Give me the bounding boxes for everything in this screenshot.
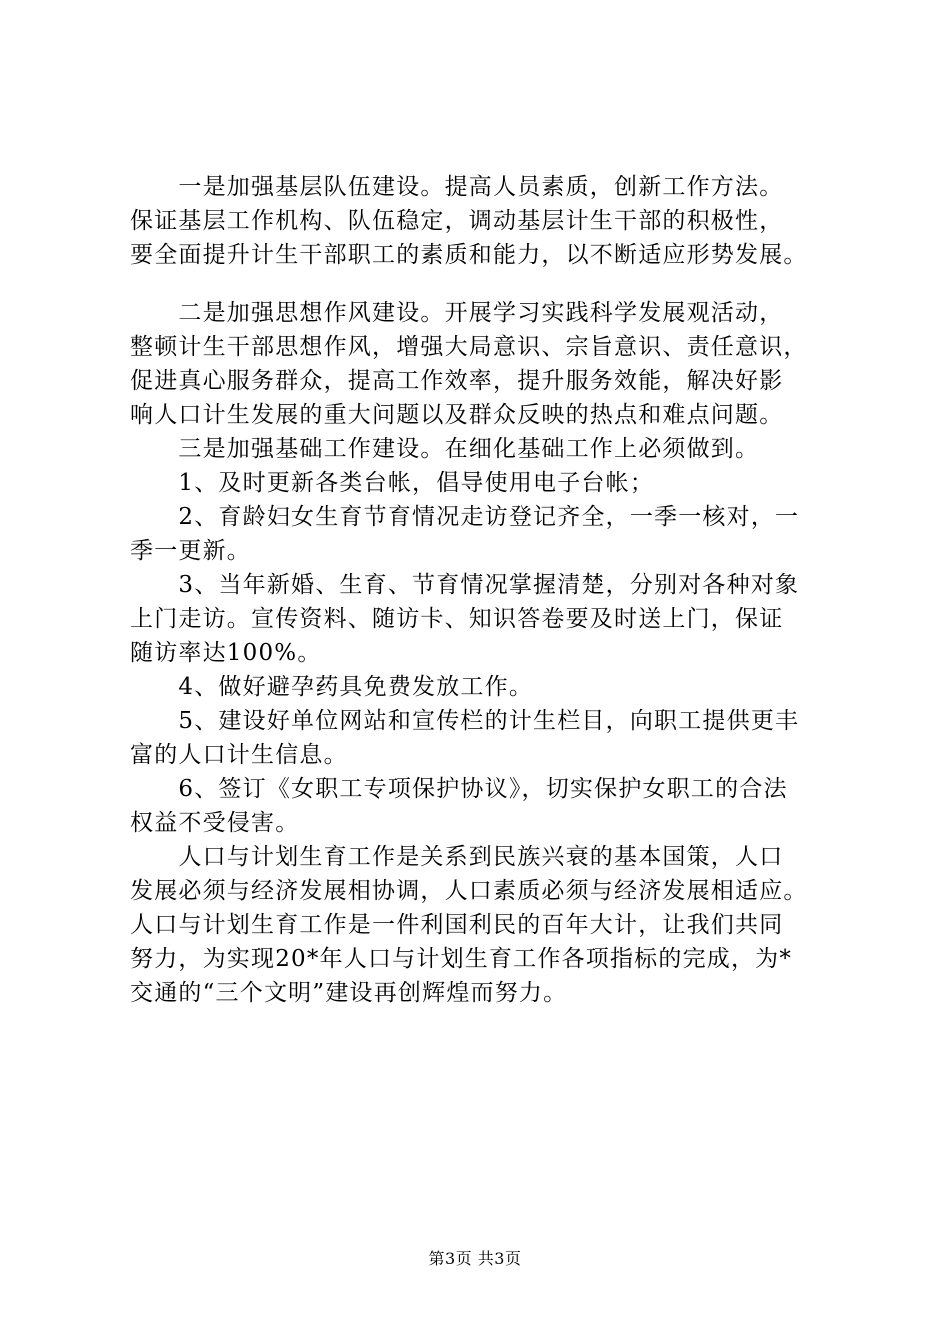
list-item: 1、及时更新各类台帐，倡导使用电子台帐；	[130, 470, 655, 496]
text-line: 整顿计生干部思想作风，增强大局意识、宗旨意识、责任意识，	[130, 334, 808, 360]
list-item: 4、做好避孕药具免费发放工作。	[130, 674, 534, 700]
text-line: 随访率达100%。	[130, 640, 322, 666]
text-line: 一是加强基层队伍建设。提高人员素质，创新工作方法。	[130, 174, 784, 200]
text-line: 上门走访。宣传资料、随访卡、知识答卷要及时送上门，保证	[130, 606, 784, 632]
text-line: 发展必须与经济发展相协调，人口素质必须与经济发展相适应。	[130, 878, 808, 904]
text-line: 保证基层工作机构、队伍稳定，调动基层计生干部的积极性，	[130, 208, 784, 234]
text-line: 努力，为实现20*年人口与计划生育工作各项指标的完成，为*	[130, 946, 793, 972]
text-line: 交通的“三个文明”建设再创辉煌而努力。	[130, 980, 568, 1006]
text-line: 富的人口计生信息。	[130, 742, 348, 768]
page-number-footer: 第3页 共3页	[428, 1249, 522, 1268]
text-line: 响人口计生发展的重大问题以及群众反映的热点和难点问题。	[130, 402, 784, 428]
text-line: 二是加强思想作风建设。开展学习实践科学发展观活动，	[130, 300, 784, 326]
text-line: 要全面提升计生干部职工的素质和能力，以不断适应形势发展。	[130, 242, 808, 268]
text-line: 三是加强基础工作建设。在细化基础工作上必须做到。	[130, 436, 760, 462]
list-item: 2、育龄妇女生育节育情况走访登记齐全，一季一核对，一	[130, 504, 800, 530]
list-item: 3、当年新婚、生育、节育情况掌握清楚，分别对各种对象	[130, 572, 800, 598]
text-line: 权益不受侵害。	[130, 810, 300, 836]
list-item: 5、建设好单位网站和宣传栏的计生栏目，向职工提供更丰	[130, 708, 800, 734]
text-line: 人口与计划生育工作是一件利国利民的百年大计，让我们共同	[130, 912, 784, 938]
list-item: 6、签订《女职工专项保护协议》，切实保护女职工的合法	[130, 776, 788, 802]
text-line: 人口与计划生育工作是关系到民族兴衰的基本国策，人口	[130, 844, 784, 870]
text-line: 促进真心服务群众，提高工作效率，提升服务效能，解决好影	[130, 368, 784, 394]
text-line: 季一更新。	[130, 538, 251, 564]
